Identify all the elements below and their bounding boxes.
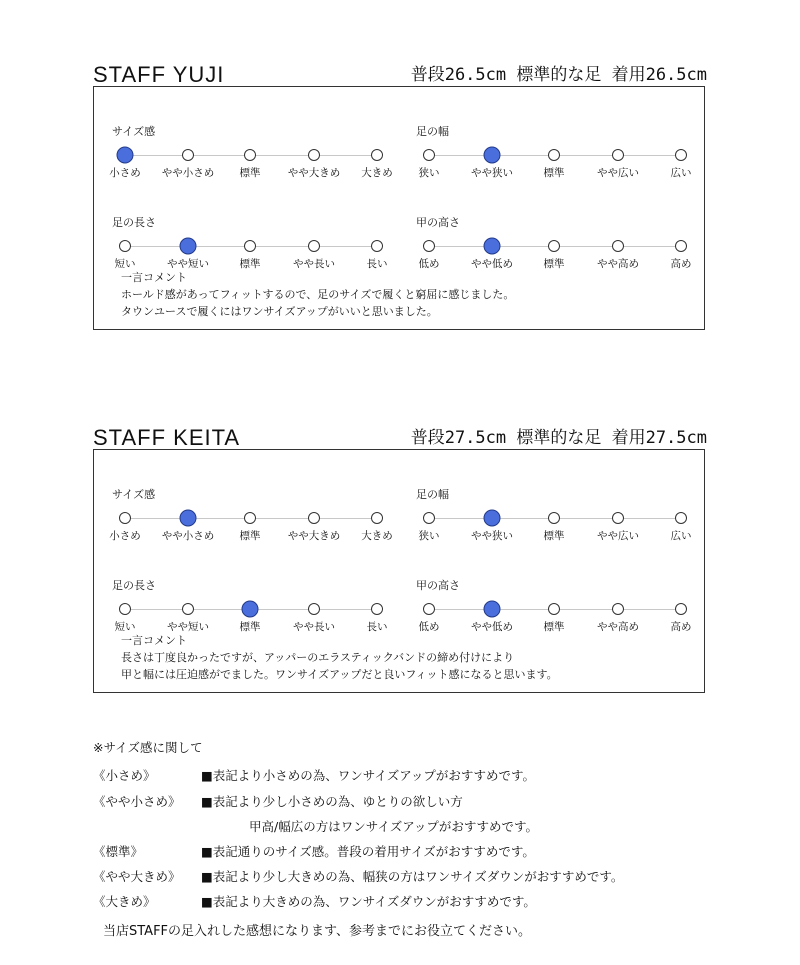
fit-card: [93, 449, 705, 693]
rating-option-label: やや広い: [597, 530, 639, 542]
width-scale: [416, 125, 696, 185]
scale-label: サイズ感: [112, 125, 156, 138]
rating-dot: [308, 603, 320, 615]
rating-option-label: やや長い: [293, 621, 335, 633]
rating-dot: [371, 603, 383, 615]
scale-label: 足の幅: [416, 488, 449, 501]
rating-option-label: 長い: [366, 258, 388, 270]
comment-label: 一言コメント: [121, 634, 187, 647]
rating-option-label: やや小さめ: [161, 530, 215, 542]
closing-note: 当店STAFFの足入れした感想になります、参考までにお役立てください。: [103, 924, 531, 939]
rating-dot: [548, 240, 560, 252]
scale-label: 甲の高さ: [416, 216, 460, 229]
rating-dot: [675, 240, 687, 252]
rating-option-label: 狭い: [418, 167, 440, 179]
instep-scale: [416, 579, 696, 639]
rating-option-label: 高め: [670, 258, 692, 270]
scale-label: サイズ感: [112, 488, 156, 501]
rating-option-label: やや大きめ: [287, 167, 341, 179]
length-scale: [112, 579, 392, 639]
rating-dot: [244, 512, 256, 524]
rating-option-label: 長い: [366, 621, 388, 633]
rating-dot: [612, 240, 624, 252]
rating-dot: [308, 240, 320, 252]
rating-dot: [675, 603, 687, 615]
scale-label: 甲の高さ: [416, 579, 460, 592]
note-label: 《小さめ》: [93, 768, 156, 783]
instep-scale: [416, 216, 696, 276]
comment-line: 長さは丁度良かったですが、アッパーのエラスティックバンドの締め付けにより: [121, 651, 515, 664]
rating-dot: [548, 149, 560, 161]
rating-dot: [119, 240, 131, 252]
rating-option-label: 低め: [418, 621, 440, 633]
rating-option-label: やや長い: [293, 258, 335, 270]
rating-option-label: 標準: [239, 167, 261, 179]
rating-dot: [612, 512, 624, 524]
size-scale: [109, 125, 393, 185]
size-scale: [109, 488, 393, 548]
staff-block-keita: [0, 425, 800, 735]
comment-line: ホールド感があってフィットするので、足のサイズで履くと窮屈に感じました。: [121, 288, 515, 301]
rating-option-label: やや高め: [597, 258, 639, 270]
width-scale: [416, 488, 696, 548]
selected-rating-dot: [484, 238, 501, 255]
rating-option-label: 標準: [239, 258, 261, 270]
note-text: 甲高/幅広の方はワンサイズアップがおすすめです。: [249, 819, 538, 834]
staff-sizes: 普段27.5cm 標準的な足 着用27.5cm: [410, 428, 707, 448]
comment-label: 一言コメント: [121, 271, 187, 284]
rating-option-label: 標準: [543, 530, 565, 542]
rating-dot: [244, 149, 256, 161]
rating-dot: [423, 603, 435, 615]
rating-dot: [119, 603, 131, 615]
rating-option-label: 標準: [543, 258, 565, 270]
selected-rating-dot: [180, 238, 197, 255]
rating-option-label: 短い: [114, 621, 136, 633]
note-text: ■表記より大きめの為、ワンサイズダウンがおすすめです。: [201, 894, 536, 909]
rating-option-label: 狭い: [418, 530, 440, 542]
rating-option-label: 広い: [670, 167, 692, 179]
note-text: ■表記より少し小さめの為、ゆとりの欲しい方: [201, 794, 463, 809]
rating-dot: [423, 240, 435, 252]
rating-option-label: やや小さめ: [161, 167, 215, 179]
rating-option-label: 大きめ: [361, 530, 393, 542]
scale-label: 足の長さ: [112, 216, 156, 229]
staff-comment: [121, 269, 514, 320]
rating-dot: [371, 512, 383, 524]
rating-option-label: やや低め: [471, 258, 513, 270]
comment-line: 甲と幅には圧迫感がでました。ワンサイズアップだと良いフィット感になると思います。: [121, 668, 558, 681]
note-label: 《大きめ》: [93, 894, 156, 909]
rating-dot: [119, 512, 131, 524]
note-label: 《やや大きめ》: [93, 869, 181, 884]
rating-option-label: 小さめ: [109, 167, 141, 179]
rating-option-label: やや短い: [167, 621, 209, 633]
staff-name: STAFF KEITA: [93, 425, 241, 450]
rating-option-label: やや大きめ: [287, 530, 341, 542]
note-text: ■表記通りのサイズ感。普段の着用サイズがおすすめです。: [201, 844, 535, 859]
rating-dot: [244, 240, 256, 252]
scale-label: 足の長さ: [112, 579, 156, 592]
selected-rating-dot: [484, 147, 501, 164]
length-scale: [112, 216, 392, 276]
comment-line: タウンユースで履くにはワンサイズアップがいいと思いました。: [121, 305, 438, 318]
rating-dot: [675, 149, 687, 161]
rating-option-label: やや低め: [471, 621, 513, 633]
note-label: 《やや小さめ》: [93, 794, 181, 809]
rating-option-label: 広い: [670, 530, 692, 542]
selected-rating-dot: [484, 510, 501, 527]
scale-label: 足の幅: [416, 125, 449, 138]
note-label: 《標準》: [93, 844, 144, 859]
rating-option-label: 高め: [670, 621, 692, 633]
selected-rating-dot: [484, 601, 501, 618]
rating-option-label: 低め: [418, 258, 440, 270]
rating-dot: [675, 512, 687, 524]
rating-option-label: 標準: [239, 621, 261, 633]
staff-sizes: 普段26.5cm 標準的な足 着用26.5cm: [410, 65, 707, 85]
rating-dot: [371, 149, 383, 161]
rating-dot: [308, 149, 320, 161]
rating-option-label: 短い: [114, 258, 136, 270]
staff-name: STAFF YUJI: [93, 62, 225, 87]
rating-dot: [548, 603, 560, 615]
rating-dot: [182, 149, 194, 161]
note-text: ■表記より小さめの為、ワンサイズアップがおすすめです。: [201, 768, 536, 783]
rating-dot: [612, 603, 624, 615]
note-text: ■表記より少し大きめの為、幅狭の方はワンサイズダウンがおすすめです。: [201, 869, 624, 884]
rating-dot: [371, 240, 383, 252]
rating-option-label: やや広い: [597, 167, 639, 179]
rating-option-label: 標準: [543, 167, 565, 179]
selected-rating-dot: [242, 601, 259, 618]
rating-dot: [423, 149, 435, 161]
rating-dot: [612, 149, 624, 161]
rating-option-label: やや高め: [597, 621, 639, 633]
fit-card: [93, 86, 705, 330]
rating-option-label: やや狭い: [471, 167, 513, 179]
rating-dot: [423, 512, 435, 524]
rating-option-label: やや狭い: [471, 530, 513, 542]
rating-option-label: 小さめ: [109, 530, 141, 542]
staff-block-yuji: [0, 62, 800, 372]
rating-dot: [548, 512, 560, 524]
rating-option-label: 標準: [239, 530, 261, 542]
rating-dot: [308, 512, 320, 524]
rating-option-label: やや短い: [167, 258, 209, 270]
notes-title: ※サイズ感に関して: [93, 740, 203, 755]
staff-comment: [121, 632, 558, 683]
rating-dot: [182, 603, 194, 615]
selected-rating-dot: [180, 510, 197, 527]
rating-option-label: 標準: [543, 621, 565, 633]
rating-option-label: 大きめ: [361, 167, 393, 179]
selected-rating-dot: [117, 147, 134, 164]
